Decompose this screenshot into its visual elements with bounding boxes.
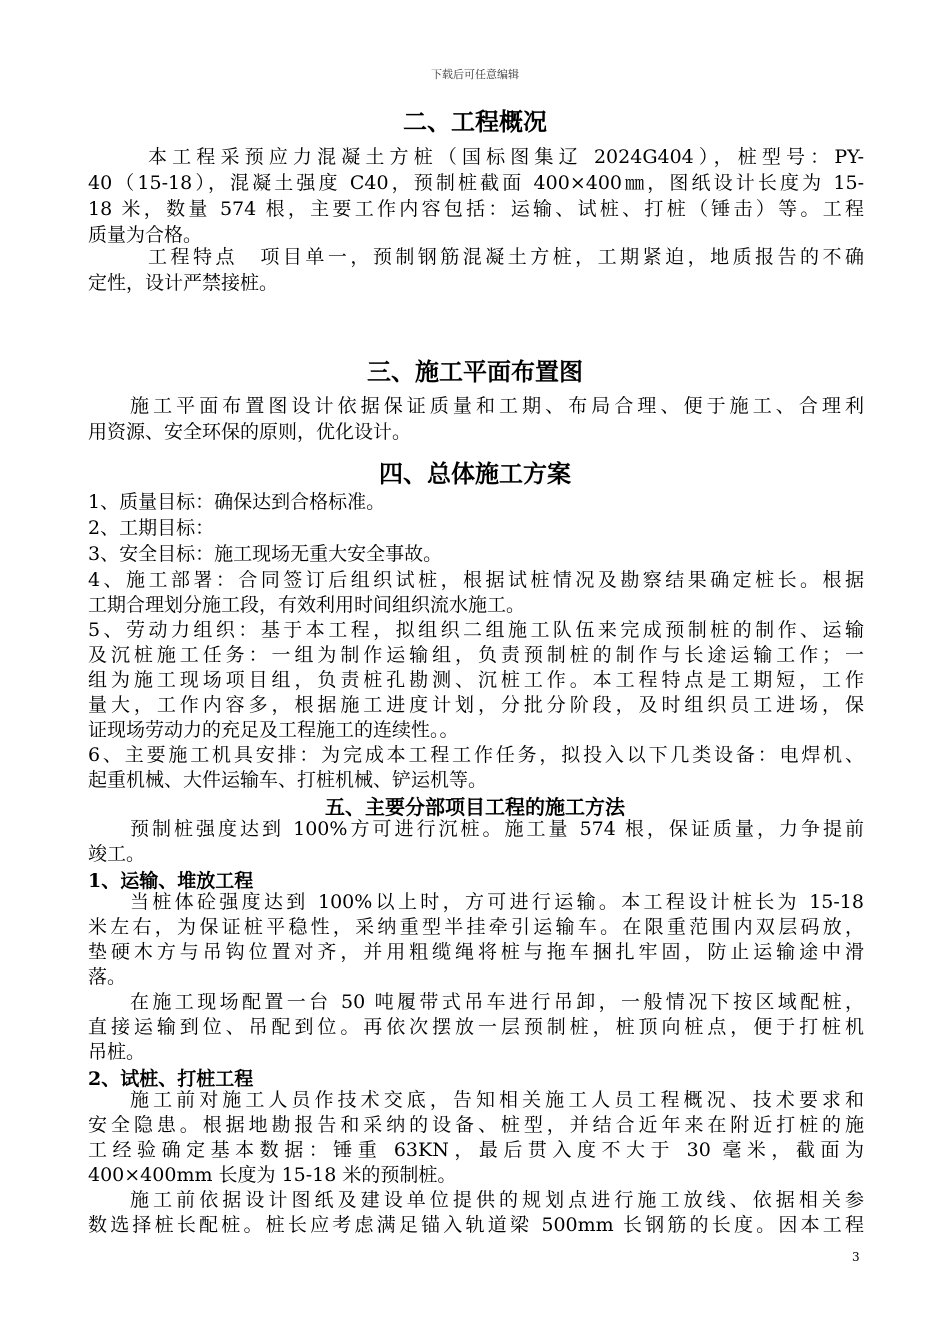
text-line: 施工前对施工人员作技术交底，告知相关施工人员工程概况、技术要求和	[130, 1089, 864, 1111]
text-line: 施工前依据设计图纸及建设单位提供的规划点进行施工放线、依据相关参	[130, 1189, 864, 1211]
section-5-title: 五、主要分部项目工程的施工方法	[325, 795, 625, 819]
text-line: 直接运输到位、吊配到位。再依次摆放一层预制桩，桩顶向桩点，便于打桩机	[88, 1016, 864, 1038]
list-item: 起重机械、大件运输车、打桩机械、铲运机等。	[88, 769, 488, 791]
text-line: 落。	[88, 966, 127, 988]
text-line: 数选择桩长配桩。桩长应考虑满足锚入轨道梁 500mm 长钢筋的长度。因本工程	[88, 1214, 864, 1236]
list-item: 量大，工作内容多，根据施工进度计划，分批分阶段，及时组织员工进场，保	[88, 694, 864, 716]
text-line: 本工程采预应力混凝土方桩（国标图集辽 2024G404），桩型号：PY-	[148, 146, 864, 168]
list-item: 工期合理划分施工段，有效利用时间组织流水施工。	[88, 594, 526, 616]
section-4-title: 四、总体施工方案	[379, 459, 571, 488]
text-line: 工经验确定基本数据：锤重 63KN，最后贯入度不大于 30 毫米，截面为	[88, 1139, 864, 1161]
text-line: 工程特点 项目单一，预制钢筋混凝土方桩，工期紧迫，地质报告的不确	[148, 246, 864, 268]
text-line: 40（15-18），混凝土强度 C40，预制桩截面 400×400㎜，图纸设计长度为 15-	[88, 172, 864, 194]
text-line: 400×400mm 长度为 15-18 米的预制桩。	[88, 1164, 457, 1186]
text-line: 施工平面布置图设计依据保证质量和工期、布局合理、便于施工、合理利	[130, 395, 864, 417]
page-header: 下载后可任意编辑	[431, 68, 519, 81]
text-line: 在施工现场配置一台 50 吨履带式吊车进行吊卸，一般情况下按区域配桩，	[130, 991, 864, 1013]
text-line: 质量为合格。	[88, 224, 203, 246]
list-item: 及沉桩施工任务：一组为制作运输组，负责预制桩的制作与长途运输工作；一	[88, 644, 864, 666]
text-line: 米左右，为保证桩平稳性，采纳重型半挂牵引运输车。在限重范围内双层码放，	[88, 916, 864, 938]
text-line: 安全隐患。根据地勘报告和采纳的设备、桩型，并结合近年来在附近打桩的施	[88, 1114, 864, 1136]
list-item: 证现场劳动力的充足及工程施工的连续性。。	[88, 719, 459, 741]
text-line: 用资源、安全环保的原则，优化设计。	[88, 421, 412, 443]
list-item: 6、主要施工机具安排：为完成本工程工作任务，拟投入以下几类设备：电焊机、	[88, 744, 864, 766]
text-line: 定性，设计严禁接桩。	[88, 272, 279, 294]
subsection-2-title: 2、试桩、打桩工程	[88, 1068, 254, 1090]
list-item: 4、施工部署：合同签订后组织试桩，根据试桩情况及勘察结果确定桩长。根据	[88, 569, 864, 591]
text-line: 当桩体砼强度达到 100%以上时，方可进行运输。本工程设计桩长为 15-18	[130, 891, 864, 913]
text-line: 吊桩。	[88, 1041, 146, 1063]
page-number: 3	[852, 1250, 860, 1264]
text-line: 垫硬木方与吊钩位置对齐，并用粗缆绳将桩与拖车捆扎牢固，防止运输途中滑	[88, 941, 864, 963]
list-item: 5、劳动力组织：基于本工程，拟组织二组施工队伍来完成预制桩的制作、运输	[88, 619, 864, 641]
subsection-1-title: 1、运输、堆放工程	[88, 870, 254, 892]
list-item: 3、安全目标：施工现场无重大安全事故。	[88, 543, 443, 565]
list-item: 1、质量目标：确保达到合格标准。	[88, 491, 386, 513]
text-line: 竣工。	[88, 843, 146, 865]
text-line: 预制桩强度达到 100%方可进行沉桩。施工量 574 根，保证质量，力争提前	[130, 818, 864, 840]
list-item: 2、工期目标：	[88, 517, 215, 539]
section-3-title: 三、施工平面布置图	[367, 357, 583, 386]
text-line: 18 米，数量 574 根，主要工作内容包括：运输、试桩、打桩（锤击）等。工程	[88, 198, 864, 220]
section-2-title: 二、工程概况	[403, 107, 547, 136]
list-item: 组为施工现场项目组，负责桩孔勘测、沉桩工作。本工程特点是工期短，工作	[88, 669, 864, 691]
